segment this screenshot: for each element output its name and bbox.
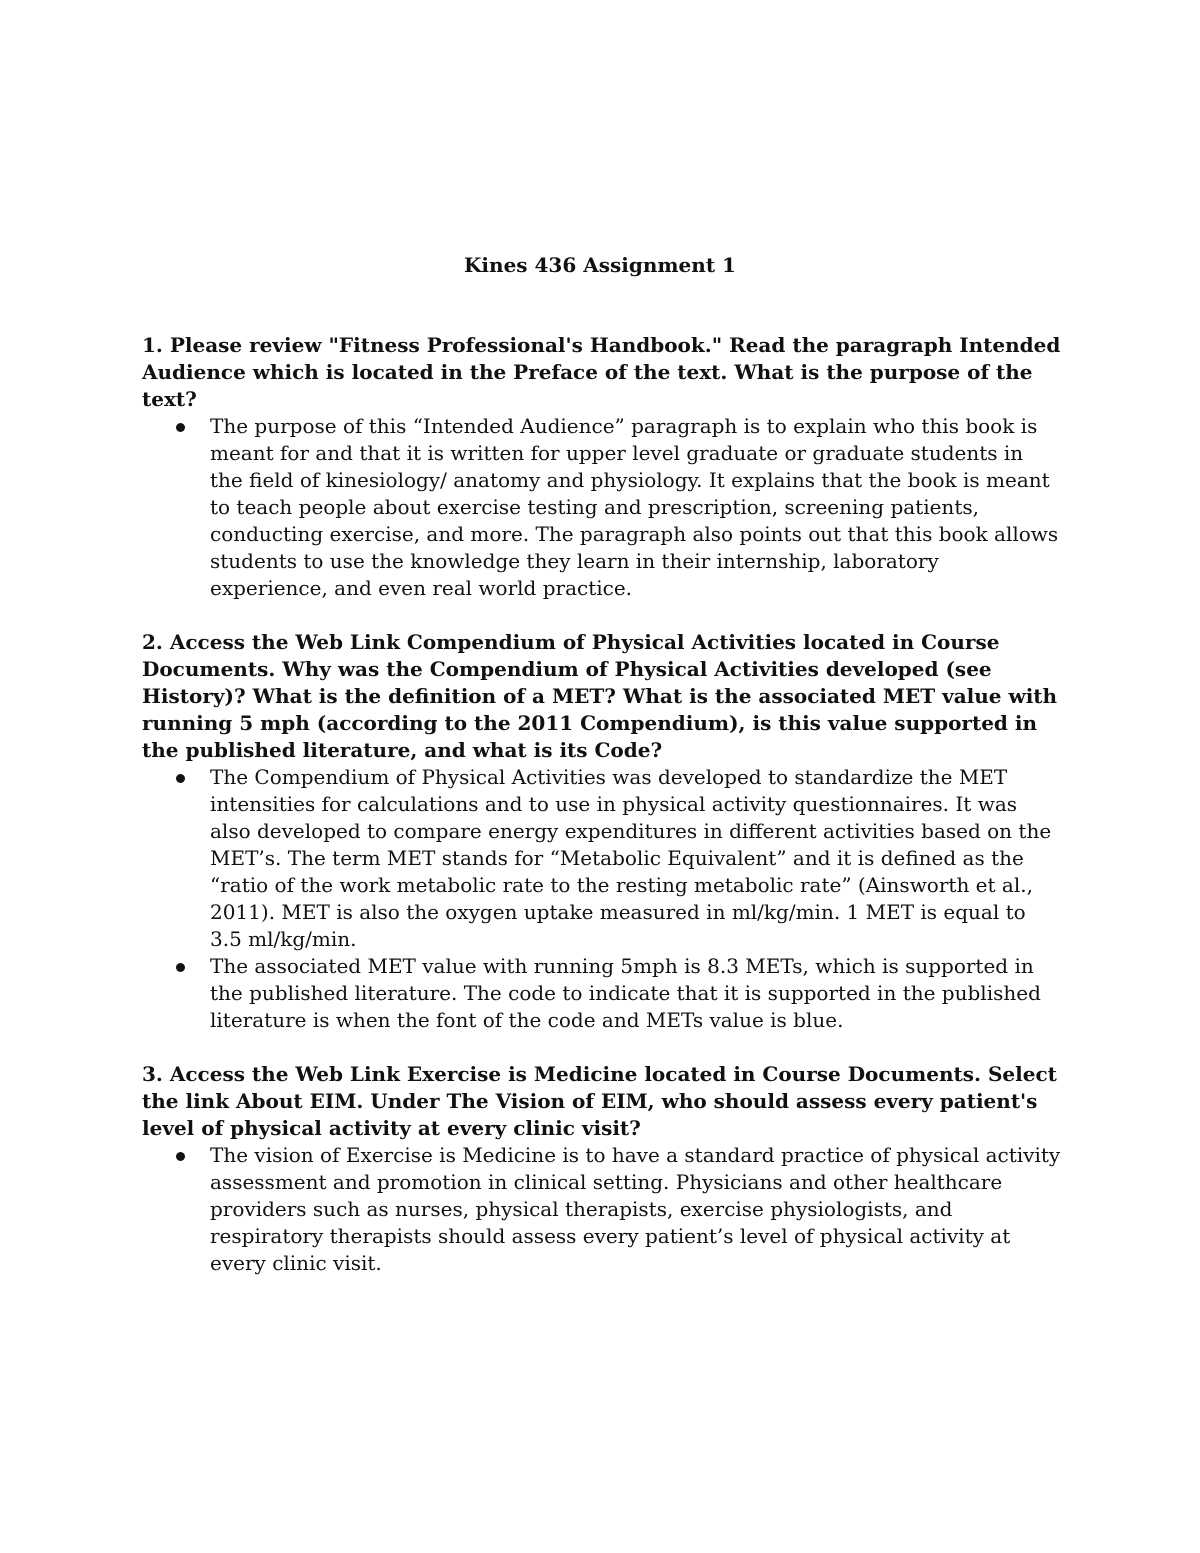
answer-text: The associated MET value with running 5mph is 8.3 METs, which is supported in the published literature. The code to indicate that it is supported in the published literature is when the font of the code and METs value is blue.	[210, 954, 1041, 1032]
question-3	[142, 1061, 1062, 1277]
answer-item	[210, 1142, 1062, 1277]
question-text: 2. Access the Web Link Compendium of Physical Activities located in Course Documents. Why was the Compendium of Physical Activities developed (see History)? What is the definition of a MET? What is the associated MET value with running 5 mph (according to the 2011 Compendium), is this value supported in the published literature, and what is its Code?	[142, 630, 1058, 762]
question-text: 1. Please review "Fitness Professional's Handbook." Read the paragraph Intended Audience which is located in the Preface of the text. What is the purpose of the text?	[142, 333, 1061, 411]
document-title: Kines 436 Assignment 1	[464, 253, 736, 277]
answer-item	[210, 413, 1062, 602]
question-text: 3. Access the Web Link Exercise is Medicine located in Course Documents. Select the link About EIM. Under The Vision of EIM, who should assess every patient's level of physical activity at every clinic visit?	[142, 1062, 1057, 1140]
bullet-icon	[176, 423, 185, 432]
answer-list	[142, 1142, 1062, 1277]
bullet-icon	[176, 963, 185, 972]
question-2	[142, 629, 1062, 1034]
bullet-icon	[176, 1152, 185, 1161]
document-body	[142, 332, 1062, 1277]
answer-item	[210, 953, 1062, 1034]
bullet-icon	[176, 774, 185, 783]
answer-text: The Compendium of Physical Activities was developed to standardize the MET intensities for calculations and to use in physical activity questionnaires. It was also developed to compare energy expenditures in different activities based on the MET’s. The term MET stands for “Metabolic Equivalent” and it is defined as the “ratio of the work metabolic rate to the resting metabolic rate” (Ainsworth et al., 2011). MET is also the oxygen uptake measured in ml/kg/min. 1 MET is equal to 3.5 ml/kg/min.	[210, 765, 1052, 951]
answer-list	[142, 413, 1062, 602]
answer-item	[210, 764, 1062, 953]
answer-text: The purpose of this “Intended Audience” paragraph is to explain who this book is meant for and that it is written for upper level graduate or graduate students in the field of kinesiology/ anatomy and physiology. It explains that the book is meant to teach people about exercise testing and prescription, screening patients, conducting exercise, and more. The paragraph also points out that this book allows students to use the knowledge they learn in their internship, laboratory experience, and even real world practice.	[210, 414, 1059, 600]
answer-list	[142, 764, 1062, 1034]
question-1	[142, 332, 1062, 602]
answer-text: The vision of Exercise is Medicine is to have a standard practice of physical activity assessment and promotion in clinical setting. Physicians and other healthcare providers such as nurses, physical therapists, exercise physiologists, and respiratory therapists should assess every patient’s level of physical activity at every clinic visit.	[210, 1143, 1061, 1275]
